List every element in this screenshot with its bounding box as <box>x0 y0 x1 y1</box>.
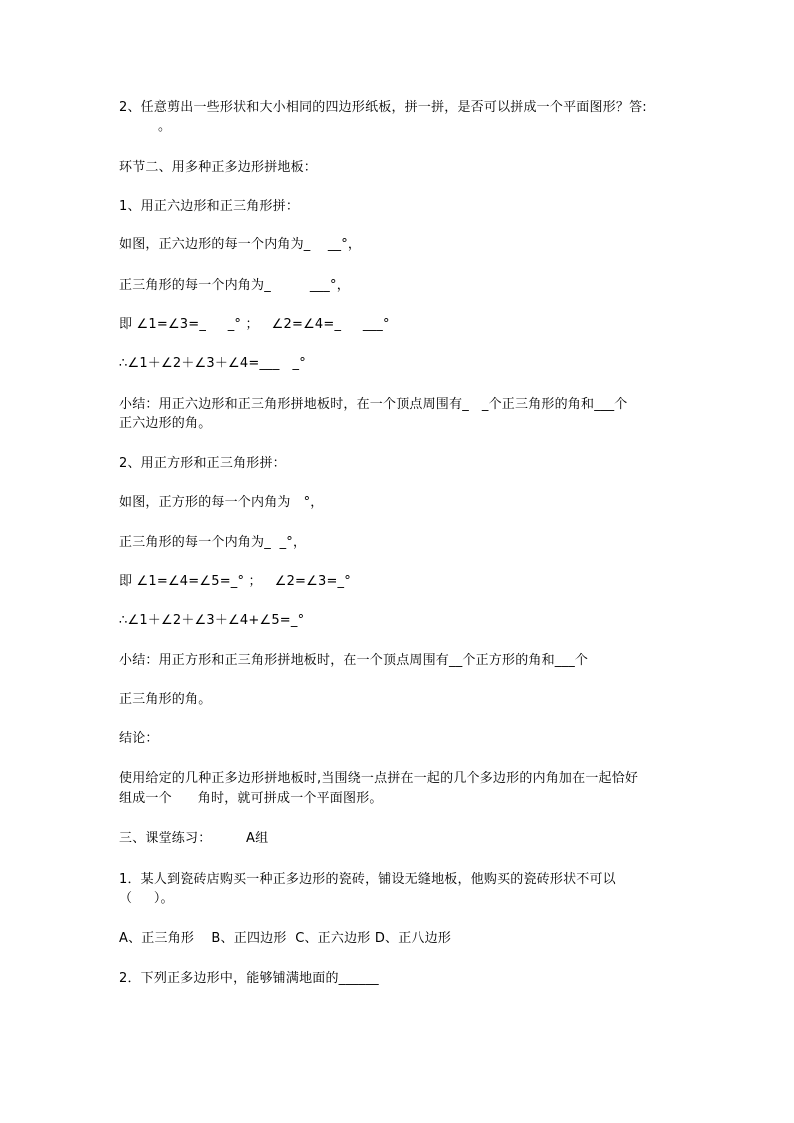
summary-square-line-2: 正三角形的角。 <box>119 692 212 707</box>
angle-sum-line-2: ∴∠1＋∠2＋∠3＋∠4+∠5=_° <box>119 613 305 628</box>
summary-hexagon-line-1: 小结：用正六边形和正三角形拼地板时，在一个顶点周围有_ _个正三角形的角和___个 <box>119 397 628 412</box>
conclusion-line-1: 使用给定的几种正多边形拼地板时,当围绕一点拼在一起的几个多边形的内角加在一起恰好 <box>119 771 639 786</box>
angle-sum-line: ∴∠1＋∠2＋∠3＋∠4=___ _° <box>119 356 306 371</box>
angle-equality-line-2: 即 ∠1=∠4=∠5=_° ； ∠2=∠3=_° <box>119 574 351 589</box>
subsection-square-triangle: 2、用正方形和正三角形拼： <box>119 456 286 471</box>
exercise-2-line: 2．下列正多边形中，能够铺满地面的______ <box>119 971 379 986</box>
hexagon-angle-line: 如图，正六边形的每一个内角为_ __°， <box>119 237 362 252</box>
conclusion-line-2: 组成一个 角时，就可拼成一个平面图形。 <box>119 791 383 806</box>
conclusion-heading: 结论： <box>119 731 159 746</box>
triangle-angle-line: 正三角形的每一个内角为_ ___°， <box>119 278 350 293</box>
summary-square-line-1: 小结：用正方形和正三角形拼地板时，在一个顶点周围有__个正方形的角和___个 <box>119 653 589 668</box>
summary-hexagon-line-2: 正六边形的角。 <box>119 416 212 431</box>
section-heading-step-two: 环节二、用多种正多边形拼地板： <box>119 160 318 175</box>
exercise-heading: 三、课堂练习： A组 <box>119 831 269 846</box>
exercise-1-line-2: （ ）。 <box>119 891 174 906</box>
exercise-1-options: A、正三角形 B、正四边形 C、正六边形 D、正八边形 <box>119 931 452 946</box>
subsection-hexagon-triangle: 1、用正六边形和正三角形拼： <box>119 199 300 214</box>
triangle-angle-line-2: 正三角形的每一个内角为_ _°， <box>119 535 307 550</box>
question-2-text: 2、任意剪出一些形状和大小相同的四边形纸板，拼一拼，是否可以拼成一个平面图形？答: <box>119 100 647 115</box>
angle-equality-line: 即 ∠1=∠3=_ _° ； ∠2=∠4=_ ___° <box>119 317 390 332</box>
answer-blank-line: 。 <box>119 119 172 134</box>
exercise-1-line-1: 1．某人到瓷砖店购买一种正多边形的瓷砖，铺设无缝地板，他购买的瓷砖形状不可以 <box>119 872 616 887</box>
square-angle-line: 如图，正方形的每一个内角为 °， <box>119 495 324 510</box>
